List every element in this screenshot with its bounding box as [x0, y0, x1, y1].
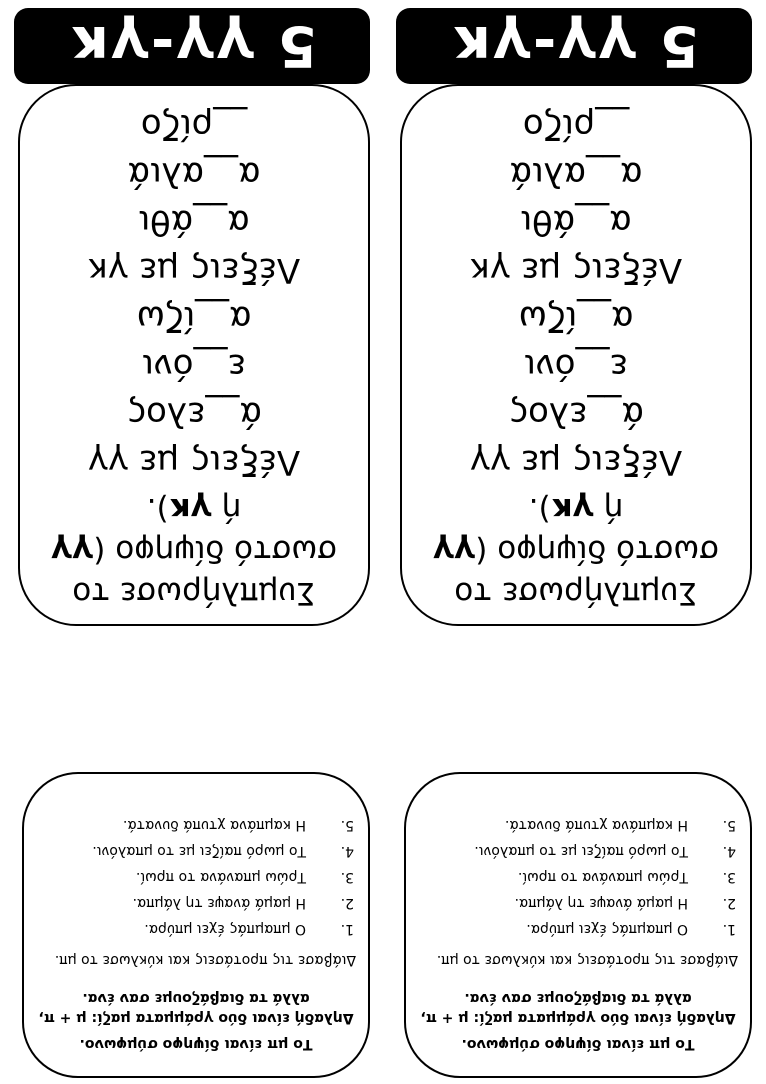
word-line: α__αλιά — [509, 154, 643, 194]
rule-prompt: Διάβασε τις προτάσεις και κύκλωσε το μπ. — [436, 952, 738, 968]
word-line: ά__ελος — [126, 394, 262, 434]
sentence-item: 5. Η καμπάνα χτυπά δυνατά. — [122, 817, 354, 833]
word-line: ε__όνι — [142, 346, 246, 386]
sentence-item: 3. Τρώω μπανάνα το πρωί. — [517, 869, 736, 885]
sentence-item: 4. Το μωρό παίζει με το μπαλόνι. — [474, 843, 736, 859]
sentence-list — [36, 812, 356, 942]
word-card-right — [14, 6, 370, 626]
word-line: α__άθι — [138, 202, 250, 242]
rule-subtitle: Δηλαδή είναι δύο γράμματα μαζί: μ + π, αλλά τα διαβάζουμε σαν ένα. — [420, 990, 736, 1026]
sentence-item: 1. Ο μπαμπάς έχει μπύρα. — [526, 921, 736, 937]
word-line: __ρίζο — [522, 106, 630, 146]
word-card-body — [400, 84, 752, 626]
word-line: α__ίζω — [136, 298, 252, 338]
word-line: Λέξεις με γγ — [87, 442, 301, 482]
instruction-text: Συμπλήρωσε το σωστό δίψηφο (γγ ή γκ). — [51, 491, 337, 611]
rule-card-left — [404, 772, 752, 1078]
card-header: 5 γγ-γκ — [396, 8, 752, 84]
word-line: Λέξεις με γκ — [87, 250, 301, 290]
word-line: ά__ελος — [508, 394, 644, 434]
rule-prompt: Διάβασε τις προτάσεις και κύκλωσε το μπ. — [54, 952, 356, 968]
sentence-item: 1. Ο μπαμπάς έχει μπύρα. — [144, 921, 354, 937]
word-line: Λέξεις με γγ — [469, 442, 683, 482]
rule-title: Το μπ είναι δίψηφο σύμφωνο. — [79, 1036, 313, 1052]
rule-subtitle: Δηλαδή είναι δύο γράμματα μαζί: μ + π, αλλά τα διαβάζουμε σαν ένα. — [38, 990, 354, 1026]
sentence-item: 4. Το μωρό παίζει με το μπαλόνι. — [92, 843, 354, 859]
word-card-left — [396, 6, 752, 626]
word-line: Λέξεις με γκ — [469, 250, 683, 290]
sentence-item: 3. Τρώω μπανάνα το πρωί. — [135, 869, 354, 885]
word-line: α__αλιά — [127, 154, 261, 194]
sentence-list — [418, 812, 738, 942]
rule-title: Το μπ είναι δίψηφο σύμφωνο. — [461, 1036, 695, 1052]
word-card-body — [18, 84, 370, 626]
word-line: α__άθι — [520, 202, 632, 242]
word-line: ε__όνι — [524, 346, 628, 386]
sentence-item: 2. Η μαμά άναψε τη λάμπα. — [132, 895, 354, 911]
instruction-text: Συμπλήρωσε το σωστό δίψηφο (γγ ή γκ). — [433, 491, 719, 611]
card-header: 5 γγ-γκ — [14, 8, 370, 84]
word-line: α__ίζω — [518, 298, 634, 338]
sentence-item: 5. Η καμπάνα χτυπά δυνατά. — [504, 817, 736, 833]
sentence-item: 2. Η μαμά άναψε τη λάμπα. — [514, 895, 736, 911]
rule-card-right — [22, 772, 370, 1078]
word-line: __ρίζο — [140, 106, 248, 146]
